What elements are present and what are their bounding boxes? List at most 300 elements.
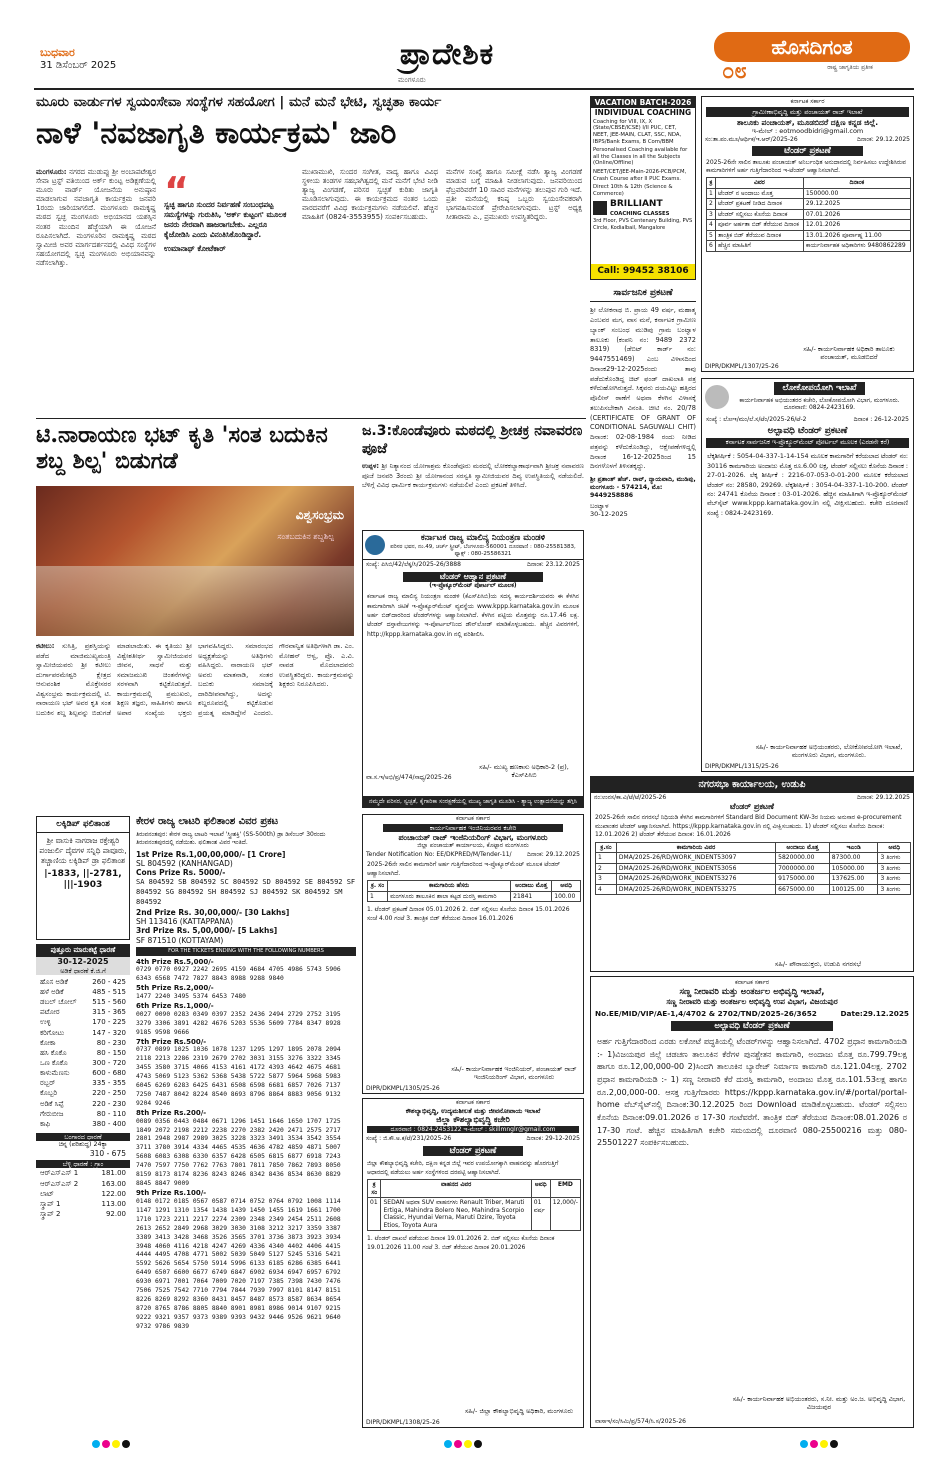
price-row	[36, 997, 130, 1007]
table-row	[707, 241, 911, 252]
skill-col: ವಾಹನದ ವಿವರ	[381, 1180, 531, 1198]
gold-title: ಬಂಗಾರದ ಧಾರಣೆ	[36, 1133, 130, 1141]
table-cell: SEDAN ಅಥವಾ SUV ವಾಹನಗಳು Renault Triber, Maruti Ertiga, Mahindra Bolero Neo, Mahindra Scorpio Classic, Hyundai Verna, Maruti Dzire, Toyota Etios, Toyota Aura	[381, 1198, 531, 1231]
price-value: 113.00	[101, 1199, 126, 1208]
coaching-brand: BRILLIANT	[610, 199, 663, 210]
lottery-title: ಕೇರಳ ರಾಜ್ಯ ಲಾಟರಿ ಫಲಿತಾಂಶ ವಿವರ ಪ್ರಕಟ	[136, 816, 279, 827]
book-headline: ಟಿ.ನಾರಾಯಣ ಭಟ್ ಕೃತಿ 'ಸಂತ ಬದುಕಿನ ಶಬ್ದ ಶಿಲ್ಪ' ಬಿಡುಗಡೆ	[36, 422, 328, 475]
lottery-prize3-no: SF 871510 (KOTTAYAM)	[136, 935, 224, 945]
kspcb-refrow	[363, 559, 583, 570]
udupi-col: ಕಾಮಗಾರಿಯ ವಿವರ	[616, 842, 775, 853]
table-row	[368, 1198, 581, 1231]
price-row	[36, 977, 130, 987]
coaching-lines: Coaching for VIII, IX, X (State/CBSE/ICSE) I/II PUC, CET, NEET, JEE-MAIN, CLAT, SSC, NDA, IBPS/Bank Exams, B Com/BBM	[593, 118, 682, 145]
pri-tender	[362, 814, 584, 1094]
udupi-refrow	[591, 793, 913, 803]
kspcb-slogan: ನಮ್ಮದೇ ಪರಿಸರ, ಸ್ವಚ್ಛತೆ, ಕೈಗಾರಿಕಾ ಸಂರಕ್ಷಣೆಯಲ್ಲಿ ಮುಖ್ಯ ಜಾಗೃತಿ ಮೂಡಿಸಿ - ತ್ಯಾಜ್ಯ ಉತ್ಪಾದನೆಯನ್ನು ತಗ್ಗಿಸಿ	[363, 796, 583, 808]
lead-quote-author: ಉಮಾನಾಥ್ ಕೋಟೆಕಾರ್	[164, 243, 226, 253]
price-value: 170 - 225	[92, 1018, 126, 1027]
skill-office: ಜಿಲ್ಲಾ ಕೌಶಲ್ಯಾಭಿವೃದ್ಧಿ ಕಚೇರಿ	[436, 1114, 510, 1124]
pwd-refrow	[702, 415, 913, 425]
lead-col-4: ಮನೆಗಳ ಸಂಖ್ಯೆ ಹಾಗೂ ಸಮೀಕ್ಷೆ ನಡೆಸಿ ತ್ಯಾಜ್ಯ ವಿಂಗಡಣೆ ಮಾಡುವ ಬಗ್ಗೆ ಮಾಹಿತಿ ನೀಡಲಾಗುವುದು. ಜನವರಿಯಿಂದ ಫೆಬ್ರವರಿವರೆಗೆ 10 ಸಾವಿರ ಮನೆಗಳನ್ನು ತಲುಪುವ ಗುರಿ ಇದೆ. ಪ್ರತೀ ಮನೆಯಲ್ಲಿ ಕನಿಷ್ಠ ಒಬ್ಬರು ಸ್ವಯಂಸೇವಕರಾಗಿ ಭಾಗವಹಿಸುವಂತೆ ಪ್ರೇರೇಪಿಸಲಾಗುವುದು. ಟ್ರಸ್ಟ್ ಅಧ್ಯಕ್ಷ ಸೀತಾರಾಮ ಎ., ಪ್ರಮುಖರು ಉಪಸ್ಥಿತರಿದ್ದರು.	[446, 168, 582, 222]
price-row	[36, 1189, 130, 1199]
price-name: ಹಳೆ ಅಡಿಕೆ	[40, 988, 64, 997]
pwd-title: ಅಲ್ಪಾವಧಿ ಟೆಂಡರ್ ಪ್ರಕಟಣೆ	[767, 426, 848, 437]
price-value: 80 - 150	[96, 1048, 126, 1057]
pwd-office: ಕಾರ್ಯನಿರ್ವಾಹಕ ಅಭಿಯಂತರರ ಕಚೇರಿ, ಲೋಕೋಪಯೋಗಿ ವಿಭಾಗ, ಮಂಗಳೂರು. ದೂರವಾಣಿ: 0824-2423169.	[739, 396, 900, 412]
price-value: 220 - 250	[92, 1089, 126, 1098]
lottery-prize2: 2nd Prize Rs. 30,00,000/- [30 Lakhs]	[136, 907, 290, 917]
notice-body: ಶ್ರೀ ಲೋಕನಾಥ ಬಿ. ಪ್ರಾಯ 49 ವರ್ಷ, ಮಹಾತ್ಮ ಎಂಬವರ ಮಗ, ವಾಸ ಮನೆ, ಕರ್ನಾಟಕ ಗ್ರಾಮೀಣ ಬ್ಯಾಂಕ್ ಸಂಬಂಧ ಮುಡಿಪು ಗ್ರಾಮ ಬಂಟ್ವಾಳ ತಾಲೂಕು (ಕಂಪನಿ ನಂ: 9489 2372 8319) (ಡೆಬಿಟ್ ಕಾರ್ಡ್ ನಂ: 9447551469) ಎಂಬ ವಿಳಾಸದಿಂದ ದಿನಾಂಕ29-12-2025ರಂದು ತಾವು ಪಡೆದುಕೊಂಡಿದ್ದ ಚಿಟ್ ಫಂಡ್ ದಾಖಲಾತಿ ಪತ್ರ ಕಳೆದುಹೋಗಿರುತ್ತದೆ. ಸಿಕ್ಕವರು ದಯವಿಟ್ಟು ಹತ್ತಿರದ ಪೊಲೀಸ್ ಠಾಣೆಗೆ ಅಥವಾ ಕೆಳಗಿನ ವಿಳಾಸಕ್ಕೆ ತಲುಪಿಸಬೇಕಾಗಿ ವಿನಂತಿ. ಚೀಟಿ ನಂ. 20/78 (CERTIFICATE OF GRANT OF CONDITIONAL SAGUWALI CHIT) ದಿನಾಂಕ: 02-08-1984 ರಂದು ನೀಡಿದ ಪತ್ರವನ್ನು ಕಳೆದುಕೊಂಡಿದ್ದು, ಆಕ್ಷೇಪಣೆಗಳಿದ್ದಲ್ಲಿ ದಿನಾಂಕ 16-12-2025ರಿಂದ 15 ದಿನಗಳೊಳಗೆ ತಿಳಿಸತಕ್ಕದ್ದು.	[590, 306, 696, 471]
lucky-title: ಲಕ್ಕಿಡಿಪ್ ಫಲಿತಾಂಶ	[37, 817, 129, 833]
lottery-p6-nos: 0027 0090 0283 0349 0397 2352 2436 2494 2729 2752 3195 3279 3306 3891 4282 4676 5203 5536 5609 7784 8347 8928 9185 9598 9666	[136, 1010, 341, 1036]
price-row	[36, 1058, 130, 1068]
table-cell: 6675000.00	[776, 884, 830, 895]
price-row	[36, 987, 130, 997]
table-cell: ಮಂಗಳೂರು ತಾಲೂಕಿನ ಶಾಲಾ ಕಟ್ಟಡ ದುರಸ್ತಿ ಕಾಮಗಾರಿ	[388, 891, 511, 902]
lottery-p8: 8th Prize Rs.200/-	[136, 1108, 207, 1117]
tender1-date: ದಿನಾಂಕ: 29.12.2025	[857, 136, 910, 144]
pwd-ref: ಸಂಖ್ಯೆ : ಲೋಇ/ಮಂ/ಲೆ.ಸ/ಟೆಂ/2025-26/ಟೆ-2	[706, 415, 807, 423]
price-value: 122.00	[101, 1189, 126, 1198]
skill-header: ಕರ್ನಾಟಕ ಸರ್ಕಾರ	[455, 1099, 491, 1106]
lead-story	[36, 94, 584, 414]
temple-story	[362, 422, 584, 528]
kspcb-logo-icon	[365, 535, 385, 555]
price-name: ರಬ್ಬರ್	[40, 1079, 56, 1088]
irr-refrow	[591, 1007, 913, 1020]
book-story	[36, 422, 354, 812]
table-row	[707, 230, 911, 241]
udupi-table	[595, 842, 911, 896]
table-row	[596, 853, 911, 864]
price-name: ಕೊಬ್ಬರಿ	[40, 1089, 58, 1098]
udupi-col: ಅವಧಿ	[878, 842, 911, 853]
lottery-p9-nos: 0148 0172 0185 0567 0587 0714 0752 0764 0792 1008 1114 1147 1291 1310 1354 1438 1439 1450 1455 1619 1661 1700 1710 1723 2211 2217 2274 2309 2348 2349 2454 2511 2608 2613 2652 2849 2968 3029 3030 3108 3212 3217 3359 3387 3389 3413 3428 3468 3526 3565 3701 3736 3873 3923 3934 3948 4060 4116 4218 4247 4269 4336 4340 4402 4406 4415 4444 4495 4708 4771 5002 5039 5049 5127 5245 5316 5421 5592 5626 5654 5750 5914 5996 6133 6185 6286 6385 6441 6449 6507 6600 6677 6749 6847 6902 6934 6947 6957 6792 6930 6971 7001 7064 7009 7020 7197 7385 7398 7430 7476 7506 7525 7542 7710 7794 7844 7939 7997 8101 8147 8151 8226 8269 8292 8360 8431 8457 8487 8573 8587 8634 8654 8720 8765 8786 8805 8840 8901 8981 8986 9014 9107 9215 9222 9321 9357 9373 9389 9393 9432 9446 9526 9621 9640 9732 9786 9839	[136, 1197, 341, 1330]
irr-title: ಅಲ್ಪಾವಧಿ ಟೆಂಡರ್ ಪ್ರಕಟಣೆ	[671, 1021, 833, 1032]
price-row	[36, 1088, 130, 1098]
price-name: ಡಬಲ್ ಚೋಲ್	[40, 998, 77, 1007]
photo-sub: ಸಂತಬದುಕಿನ ಶಬ್ದಶಿಲ್ಪ	[277, 532, 334, 541]
skill-intro: ಜಿಲ್ಲಾ ಕೌಶಲ್ಯಾಭಿವೃದ್ಧಿ ಕಚೇರಿ, ದಕ್ಷಿಣ ಕನ್ನಡ ಜಿಲ್ಲೆ ಇವರ ಉಪಯೋಗಕ್ಕಾಗಿ ವಾಹನವನ್ನು ಹೊರಗುತ್ತಿಗೆ ಆಧಾರದಲ್ಲಿ ಪಡೆಯಲು ಅರ್ಹ ಸಂಸ್ಥೆಗಳಿಂದ ದರಪಟ್ಟಿ ಆಹ್ವಾನಿಸಲಾಗಿದೆ.	[367, 1160, 559, 1176]
prices-title: ಪುತ್ತೂರು ಮಾರುಕಟ್ಟೆ ಧಾರಣೆ	[36, 944, 130, 957]
kspcb-header: ಕರ್ನಾಟಕ ರಾಜ್ಯ ಮಾಲಿನ್ಯ ನಿಯಂತ್ರಣ ಮಂಡಳಿ	[420, 533, 546, 543]
coaching-phone: Call: 99452 38106	[591, 264, 695, 279]
skill-col: ಕ್ರ ಸಂ	[368, 1180, 381, 1198]
quote-mark-icon: “	[164, 169, 189, 213]
pwd-header-row	[702, 379, 913, 415]
irr-sign: ಸಹಿ/- ಕಾರ್ಯನಿರ್ವಾಹಕ ಅಭಿಯಂತರರು, ಸ.ನೀ. ಮತ್ತು ಅಂ.ಜ. ಅಭಿವೃದ್ಧಿ ವಿಭಾಗ, ವಿಜಯಪುರ	[732, 1394, 906, 1411]
coaching-note-3: Direct 10th & 12th (Science & Commerce)	[593, 184, 673, 197]
udupi-date: ದಿನಾಂಕ: 29.12.2025	[857, 793, 910, 801]
lottery-p5: 5th Prize Rs.2,000/-	[136, 984, 214, 993]
coaching-address: 3rd Floor, PVS Centenary Building, PVS Circle, Kodialbail, Mangalore	[593, 218, 693, 231]
udupi-sign: ಸಹಿ/- ಪೌರಾಯುಕ್ತರು, ಉಡುಪಿ ನಗರಸಭೆ	[774, 959, 862, 968]
prices-sub: ಅಡಿಕೆ ಧಾರಣೆ ಕೆ.ಜಿ.ಗೆ	[36, 967, 130, 975]
table-row	[368, 891, 581, 902]
coaching-title: VACATION BATCH-2026	[591, 97, 695, 108]
pri-col: ಅವಧಿ	[552, 881, 581, 892]
table-cell: DMA/2025-26/RD/WORK_INDENT53275	[616, 884, 775, 895]
temple-headline: ಜ.3:ಕೊಂಡೆವೂರು ಮಠದಲ್ಲಿ ಶ್ರೀಚಕ್ರ ನವಾವರಣ ಪೂಜೆ	[362, 423, 583, 458]
skill-date: ದಿನಾಂಕ: 29-12-2025	[526, 1135, 580, 1143]
reg-mark-icon	[820, 1440, 828, 1448]
price-row	[36, 1028, 130, 1038]
skill-ref: ಸಂಖ್ಯೆ : ಜಿ.ಕೌ.ಅ.ಕ/ಟೆ/231/2025-26	[366, 1135, 452, 1143]
kspcb-head-row	[363, 531, 583, 559]
tender1-sign: ಸಹಿ/- ಕಾರ್ಯನಿರ್ವಾಹಕ ಅಧಿಕಾರಿ ತಾಲೂಕು ಪಂಚಾಯತ್, ಮೂಡಬಿದರೆ	[803, 344, 895, 361]
skill-dates: 1. ಟೆಂಡರ್ ದಾಖಲೆ ಪಡೆಯುವ ದಿನಾಂಕ 19.01.2026 2. ಬಿಡ್ ಸಲ್ಲಿಸಲು ಕೊನೆಯ ದಿನಾಂಕ 19.01.2026 11.00 ಗಂಟೆ 3. ಬಿಡ್ ತೆರೆಯುವ ದಿನಾಂಕ 20.01.2026	[367, 1235, 555, 1252]
reg-mark-icon	[800, 1440, 808, 1448]
price-row	[36, 1119, 130, 1129]
kspcb-title: ಟೆಂಡರ್ ಆಹ್ವಾನ ಪ್ರಕಟಣೆ	[403, 572, 543, 582]
udupi-col: ಇಎಂಡಿ	[829, 842, 878, 853]
table-cell: DMA/2025-26/RD/WORK_INDENT53097	[616, 853, 775, 864]
price-value: 300 - 720	[92, 1059, 126, 1067]
reg-mark-icon	[122, 1440, 130, 1448]
lottery-p9: 9th Prize Rs.100/-	[136, 1189, 207, 1198]
book-body-text: ಸುಸಿತ್ರಿ, ಪ್ರಶಸ್ತಿಯನ್ನು ಪಡೆದ ಮಾಜಿಮುಖ್ಯಮಂತ್ರಿ ಸ್ವಾಮೀಜಿಯವರು ಶ್ರೀ ಕಟೀಲು ದುರ್ಗಾಪರಮೇಶ್ವರಿ ಕ್ಷೇತ್ರದ ಆನುವಂಶಿಕ ಮೊಕ್ತೇಸರರ ವಿಶ್ವಸಂಭ್ರಮ ಕಾರ್ಯಕ್ರಮದಲ್ಲಿ ಟಿ. ನಾರಾಯಣ ಭಟ್ ಅವರ ಕೃತಿ ಸಂತ ಬದುಕಿನ ಶಬ್ದ ಶಿಲ್ಪವನ್ನು ಬಿಡುಗಡೆ ಮಾಡಲಾಯಿತು. ಈ ಕೃತಿಯು ಶ್ರೀ ವಿಶ್ವೇಶತೀರ್ಥ ಸ್ವಾಮೀಜಿಯವರ ಜೀವನ, ಸಾಧನೆ ಮತ್ತು ಸಮಾಜಮುಖಿ ಚಿಂತನೆಗಳನ್ನು ಸರಳವಾಗಿ ಕಟ್ಟಿಕೊಡುತ್ತದೆ. ಕಾರ್ಯಕ್ರಮದಲ್ಲಿ ಪ್ರಮುಖರು, ಶಿಕ್ಷಣ ತಜ್ಞರು, ಸಾಹಿತಿಗಳು ಹಾಗೂ ಅಪಾರ ಸಂಖ್ಯೆಯ ಭಕ್ತರು ಭಾಗವಹಿಸಿದ್ದರು. ಸಮಾರಂಭದ ಅಧ್ಯಕ್ಷತೆಯನ್ನು ಅತಿಥಿಗಳು ವಹಿಸಿದ್ದರು. ನಾರಾಯಣ ಭಟ್ ಅವರು ಮಾತನಾಡಿ, ಸಂತರ ಬದುಕು ಸಮಾಜಕ್ಕೆ ದಾರಿದೀಪವಾಗಿದ್ದು, ಅದನ್ನು ಶಬ್ದರೂಪದಲ್ಲಿ ಕಟ್ಟಿಕೊಡುವ ಪ್ರಯತ್ನ ಮಾಡಿದ್ದೇನೆ ಎಂದರು. ಗೌರವಾನ್ವಿತ ಅತಿಥಿಗಳಾಗಿ ಡಾ. ಎಂ. ಮೋಹನ್ ಆಳ್ವ, ಪ್ರೊ. ಎ.ವಿ. ನಾವಡ ಮೊದಲಾದವರು ಉಪಸ್ಥಿತರಿದ್ದರು. ಕಾರ್ಯಕ್ರಮವನ್ನು ಶಿಕ್ಷಕರು ನಿರೂಪಿಸಿದರು.	[36, 642, 354, 717]
reg-mark-icon	[444, 1440, 452, 1448]
reg-mark-icon	[102, 1440, 110, 1448]
table-cell: ಟೆಂಡರ್ ಸಲ್ಲಿಸಲು ಕೊನೆಯ ದಿನಾಂಕ	[716, 209, 804, 220]
table-row	[596, 863, 911, 874]
table-cell: 21841	[511, 891, 552, 902]
table-cell: 150000.00	[803, 188, 910, 199]
irr-date: Date:29.12.2025	[840, 1008, 909, 1018]
registration-marks	[0, 1436, 945, 1456]
irr-code: ವಾಸಾಇ/ಸಂ/ಸಿಮಿ/ಪ್ರ/574/ಸಿ.ಸ/2025-26	[595, 1417, 686, 1425]
price-value: 335 - 355	[92, 1079, 126, 1088]
brand-name: ಹೊಸದಿಗಂತ	[771, 34, 853, 59]
coaching-subtitle: INDIVIDUAL COACHING	[594, 108, 692, 118]
tender1-code: DIPR/DKMPL/1307/25-26	[705, 362, 779, 370]
skill-table	[367, 1179, 581, 1231]
table-cell: 5	[707, 230, 716, 241]
skill-col: EMD	[550, 1180, 580, 1198]
reg-mark-icon	[92, 1440, 100, 1448]
table-cell: 3 ತಿಂಗಳು	[878, 853, 911, 864]
pri-intro: 2025-26ನೇ ಸಾಲಿನ ಕಾಮಗಾರಿಗೆ ಅರ್ಹ ಗುತ್ತಿಗೆದಾರರಿಂದ ಇ-ಪ್ರೊಕ್ಯೂರ್‌ಮೆಂಟ್ ಮೂಲಕ ಟೆಂಡರ್ ಆಹ್ವಾನಿಸಲಾಗಿದೆ.	[367, 861, 561, 877]
table-cell: 1	[368, 891, 388, 902]
price-value: 315 - 365	[92, 1008, 126, 1017]
pwd-sub: ಕರ್ನಾಟಕ ಸಾರ್ವಜನಿಕ ಇ-ಪ್ರೊಕ್ಯೂರ್‌ಮೆಂಟ್ ಪೋರ್ಟಲ್ ಮೂಲಕ (ಎರಡನೇ ಕರೆ)	[706, 438, 909, 448]
price-value: 515 - 560	[92, 998, 126, 1007]
notice-date: 30-12-2025	[590, 510, 628, 519]
table-cell: 6	[707, 241, 716, 252]
udupi-ref: ನಂ:ಉನಸ/ಕಾ.ವಿ/ಟೆ/ಟೆ/2025-26	[594, 793, 667, 801]
notice-title: ಸಾರ್ವಜನಿಕ ಪ್ರಕಟಣೆ	[590, 288, 696, 302]
price-row	[36, 1078, 130, 1088]
pwd-sign: ಸಹಿ/- ಕಾರ್ಯನಿರ್ವಾಹಕ ಅಭಿಯಂತರರು, ಲೋಕೋಪಯೋಗಿ ಇಲಾಖೆ, ಮಂಗಳೂರು ವಿಭಾಗ, ಮಂಗಳೂರು.	[755, 742, 903, 759]
table-cell: 137625.00	[829, 874, 878, 885]
lead-quote: ಸ್ವಚ್ಛ ಹಾಗೂ ಸುಂದರ ನಿರ್ವಹಣೆ ಸಂಬಂಧಪಟ್ಟ ಸಮಸ್ಯೆಗಳನ್ನು ಗುರುತಿಸಿ, 'ಅರ್ಕ್ ಕುಟ್ಟಂಗ' ಮೂಲಕ ಜನರು ನೇರವಾಗಿ ಹಾಜರಾಗಬೇಕು. ಎಲ್ಲರೂ ಕೈಜೋಡಿಸಿ ಎಂದು ವಿನಂತಿಸಿಕೊಂಡಿದ್ದಾರೆ.	[164, 200, 287, 239]
table-cell: 105000.00	[829, 863, 878, 874]
price-value: 380 - 400	[92, 1119, 126, 1128]
table-cell: 01 ವರ್ಷ	[531, 1198, 550, 1231]
price-name: ಕಾಳುಮೆಣಸು	[40, 1069, 70, 1078]
pwd-dept: ಲೋಕೋಪಯೋಗಿ ಇಲಾಖೆ	[774, 382, 864, 395]
price-value: 92.00	[105, 1210, 126, 1219]
coaching-brand-row	[591, 198, 695, 218]
lead-dateline: ಮಂಗಳೂರು:	[36, 168, 67, 176]
lottery-p4: 4th Prize Rs.5,000/-	[136, 957, 214, 966]
silver-title: ಬೆಳ್ಳಿ ಧಾರಣೆ : ಗ್ರಾಂ	[36, 1160, 130, 1168]
table-row	[707, 209, 911, 220]
divider	[36, 418, 586, 419]
prices-date: 30-12-2025	[36, 957, 130, 967]
pri-refrow	[363, 850, 583, 860]
table-cell: 2	[596, 863, 617, 874]
irr-header: ಕರ್ನಾಟಕ ಸರ್ಕಾರ	[734, 979, 770, 986]
lottery-prize3: 3rd Prize Rs. 5,00,000/- [5 Lakhs]	[136, 926, 278, 936]
masthead-date-block	[40, 46, 200, 86]
lottery-prize1-no: SL 804592 (KANHANGAD)	[136, 859, 233, 869]
table-cell: ಟೆಂಡರ್ ನ ಅಂದಾಜು ಮೊತ್ತ	[716, 188, 804, 199]
table-cell: ಟೆಂಡರ್ ಪ್ರಕಟಣೆ ನೀಡಿದ ದಿನಾಂಕ	[716, 199, 804, 210]
tender-moodbidri	[701, 96, 914, 372]
udupi-sub: ಟೆಂಡರ್ ಪ್ರಕಟಣೆ	[730, 802, 774, 812]
table-cell: 12,000/-	[550, 1198, 580, 1231]
price-name: ಆರ್‌ಎಸ್ಎಸ್ 2	[40, 1179, 79, 1188]
price-name: ಕೋಕಾ	[40, 1038, 56, 1047]
kspcb-address: ಪರಿಸರ ಭವನ, ನಂ.49, ಚರ್ಚ್ ಸ್ಟ್ರೀಟ್, ಬೆಂಗಳೂರು-560001 ದೂರವಾಣಿ : 080-25581383, ಫ್ಯಾಕ್ಸ್ : 080-25586321	[390, 543, 576, 557]
table-cell: 13.01.2026 ಪೂರ್ವಾಹ್ನ 11.00	[803, 230, 910, 241]
table-cell: 1	[596, 853, 617, 864]
tender1-dept: ಗ್ರಾಮೀಣಾಭಿವೃದ್ಧಿ ಮತ್ತು ಪಂಚಾಯತ್ ರಾಜ್ ಇಲಾಖೆ	[706, 107, 909, 117]
table-row	[596, 884, 911, 895]
price-row	[36, 1038, 130, 1048]
pri-date: ದಿನಾಂಕ: 29.12.2025	[527, 850, 580, 858]
table-cell: 5820000.00	[776, 853, 830, 864]
section-title: ಪ್ರಾದೇಶಿಕ	[399, 37, 495, 72]
lottery-banner: FOR THE TICKETS ENDING WITH THE FOLLOWING NUMBERS	[136, 947, 356, 956]
table-cell: ಪೂರ್ವ ಅರ್ಹತಾ ಬಿಡ್ ತೆರೆಯುವ ದಿನಾಂಕ	[716, 220, 804, 231]
table-cell: DMA/2025-26/RD/WORK_INDENT53276	[616, 874, 775, 885]
table-cell: 3	[596, 874, 617, 885]
price-name: ಸ್ಕ್ರಾಪ್ 2	[40, 1210, 61, 1219]
tender1-col: ಕ್ರ	[707, 178, 716, 189]
price-value: 163.00	[101, 1179, 126, 1188]
price-name: ಕಾಫಿ	[40, 1119, 51, 1128]
photo-people	[36, 566, 354, 636]
price-name: ಅಡಿಕೆ ಸಿಪ್ಪೆ	[40, 1099, 64, 1108]
table-cell: DMA/2025-26/RD/WORK_INDENT53056	[616, 863, 775, 874]
price-row	[36, 1068, 130, 1078]
kspcb-ref: ಸಂಖ್ಯೆ: ಪಿಸಿಬಿ/42/ಲೆಕ್ಕ/ಸಿ/2025-26/3888	[366, 561, 461, 569]
reg-mark-icon	[464, 1440, 472, 1448]
tender1-refrow	[702, 135, 913, 145]
lucky-numbers: |-1833, ||-2781, |||-1903	[44, 868, 122, 890]
temple-body	[362, 462, 584, 490]
prices-list	[36, 977, 130, 1129]
price-value: 80 - 110	[96, 1109, 126, 1118]
pwd-code: DIPR/DKMPL/1315/25-26	[705, 762, 779, 770]
market-prices	[36, 944, 130, 1440]
udupi-intro: 2025-26ನೇ ಸಾಲಿನ ನಗರಸಭೆ ನಿಧಿಯಡಿ ಕೆಳಗಿನ ಕಾಮಗಾರಿಗಳಿಗೆ Standard Bid Document KW-3ರ ನಿಯಮ ಅನುಸಾರ e-procurement ಮುಖಾಂತರ ಟೆಂಡರ್ ಆಹ್ವಾನಿಸಲಾಗಿದೆ. https://kppp.karnataka.gov.in ನಲ್ಲಿ ವೀಕ್ಷಿಸಬಹುದು. 1) ಟೆಂಡರ್ ಸಲ್ಲಿಸಲು ಕೊನೆಯ ದಿನಾಂಕ: 12.01.2026 2) ಟೆಂಡರ್ ತೆರೆಯುವ ದಿನಾಂಕ: 16.01.2026	[595, 814, 902, 839]
lottery-p4-nos: 0729 0770 0927 2242 2695 4159 4684 4705 4986 5743 5906 6343 6568 7472 7827 8843 8988 9288 9840	[136, 966, 341, 983]
table-cell: 29.12.2025	[803, 199, 910, 210]
table-cell: ಕಾರ್ಯನಿರ್ವಾಹಕ ಅಧಿಕಾರಿಗಳು 9480862289	[803, 241, 910, 252]
page-number: ೦೮	[722, 59, 747, 84]
public-notice	[590, 288, 696, 688]
price-row	[36, 1209, 130, 1219]
price-name: ಆರ್‌ಎಸ್ಎಸ್ 1	[40, 1169, 79, 1178]
book-event-photo	[36, 486, 354, 636]
kspcb-date: ದಿನಾಂಕ: 23.12.2025	[527, 561, 580, 569]
table-cell: 3 ತಿಂಗಳು	[878, 884, 911, 895]
pri-code: DIPR/DKMPL/1305/25-26	[366, 1084, 440, 1092]
lottery-p6: 6th Prize Rs.1,000/-	[136, 1001, 214, 1010]
skill-col: ಅವಧಿ	[531, 1180, 550, 1198]
kspcb-tender	[362, 530, 584, 808]
govt-emblem-icon	[705, 385, 729, 409]
table-cell: 100.00	[552, 891, 581, 902]
gold-value: 310 - 675	[89, 1148, 126, 1158]
pri-ref: Tender Notification No: EE/DKPRED/M/Tender-11/	[366, 850, 512, 858]
price-row	[36, 1168, 130, 1178]
pri-table	[367, 880, 581, 902]
pri-col: ಕಾಮಗಾರಿಯ ಹೆಸರು	[388, 881, 511, 892]
price-name: ಕರಿಗೋಟು	[40, 1028, 65, 1037]
table-cell: 9175000.00	[776, 874, 830, 885]
lottery-cons: Cons Prize Rs. 5000/-	[136, 868, 226, 878]
masthead-city: ಮಂಗಳೂರು	[398, 76, 426, 84]
pri-office: ಕಾರ್ಯನಿರ್ವಾಹಕ ಇಂಜಿನಿಯರವರ ಕಚೇರಿ	[383, 824, 563, 832]
lucky-body: ಶ್ರೀ ವಾಸುಕಿ ನಾಗರಾಜ ರಕ್ತೇಶ್ವರಿ ಪಂಜುರ್ಲಿ ದೈವಗಳ ಸನ್ನಿಧಿ ಪಾವೂರು, ತಚ್ಚಾಣಿಯ ಲಕ್ಕಿಡಿಪ್ ಡ್ರಾ ಫಲಿತಾಂಶ	[39, 835, 127, 865]
tender1-header: ಕರ್ನಾಟಕ ಸರ್ಕಾರ	[790, 98, 825, 105]
price-row	[36, 1048, 130, 1058]
lottery-cons-nos: SA 804592 SB 804592 SC 804592 SD 804592 SE 804592 SF 804592 SG 804592 SH 804592 SJ 804592 SK 804592 SM 804592	[136, 877, 356, 906]
table-cell: 3 ತಿಂಗಳು	[878, 874, 911, 885]
table-row	[596, 874, 911, 885]
table-cell: 01	[368, 1198, 381, 1231]
table-cell: 4	[707, 220, 716, 231]
coaching-ad	[590, 96, 696, 280]
irr-dept: ಸಣ್ಣ ನೀರಾವರಿ ಮತ್ತು ಅಂತರ್ಜಲ ಅಭಿವೃದ್ಧಿ ಇಲಾಖೆ,	[679, 986, 825, 997]
temple-body-text: ಶ್ರೀ ನಿತ್ಯಾನಂದ ಯೋಗಾಶ್ರಮ ಕೊಂಡೆವೂರು ಮಠದಲ್ಲಿ ಲೋಕಕಲ್ಯಾಣಾರ್ಥವಾಗಿ ಶ್ರೀಚಕ್ರ ನವಾವರಣ ಪೂಜೆ ಜನವರಿ 3ರಂದು ಶ್ರೀ ಯೋಗಾನಂದ ಸರಸ್ವತಿ ಸ್ವಾಮೀಜಿಯವರ ದಿವ್ಯ ಉಪಸ್ಥಿತಿಯಲ್ಲಿ ನಡೆಯಲಿದೆ. ಬೆಳಿಗ್ಗೆ ವಿವಿಧ ಧಾರ್ಮಿಕ ಕಾರ್ಯಕ್ರಮಗಳು ನಡೆಯಲಿವೆ ಎಂದು ಪ್ರಕಟಣೆ ತಿಳಿಸಿದೆ.	[362, 462, 584, 489]
lottery-p8-nos: 0089 0356 0443 0484 0671 1296 1451 1646 1650 1707 1725 1849 2072 2198 2212 2238 2270 2382 2420 2471 2575 2717 2801 2948 2987 2989 3025 3228 3323 3491 3534 3542 3554 3711 3780 3914 4334 4465 4535 4636 4782 4859 4871 5007 5608 6083 6308 6330 6357 6428 6505 6815 6877 6918 7243 7470 7597 7750 7762 7763 7801 7811 7850 7862 7893 8050 8159 8173 8174 8236 8243 8246 8342 8436 8534 8630 8829 8845 8847 9009	[136, 1117, 341, 1188]
price-name: ಹಸಿ ಕೊಕೊ	[40, 1048, 67, 1057]
lead-col-3: ಮುಖಾಮುಖಿ, ಸುಂದರ ಸಂಗೀತ, ವಾದ್ಯ ಹಾಗೂ ವಿವಿಧ ಸ್ಥಳೀಯ ತಂಡಗಳ ಸಹಭಾಗಿತ್ವದಲ್ಲಿ ಮನೆ ಮನೆಗೆ ಭೇಟಿ ನೀಡಿ ತ್ಯಾಜ್ಯ ವಿಂಗಡಣೆ, ಪರಿಸರ ಸ್ವಚ್ಛತೆ ಕುರಿತು ಜಾಗೃತಿ ಮೂಡಿಸಲಾಗುವುದು. ಈ ಕಾರ್ಯಕ್ರಮದ ನಂತರ ಒಂದು ವಾರದವರೆಗೆ ವಿವಿಧ ಕಾರ್ಯಕ್ರಮಗಳು ನಡೆಯಲಿವೆ. ಹೆಚ್ಚಿನ ಮಾಹಿತಿಗೆ (0824-3553955) ಸಂಪರ್ಕಿಸಬಹುದು.	[302, 168, 438, 222]
price-name: ಸ್ಕ್ರಾಪ್ 1	[40, 1199, 61, 1208]
tender1-email: ಇ-ಮೇಲ್ : eotmoodbidri@gmail.com	[751, 127, 864, 135]
table-row	[707, 188, 911, 199]
lead-quote-box	[164, 168, 294, 384]
tender1-table	[706, 177, 911, 252]
table-cell: 12.01.2026	[803, 220, 910, 231]
reg-mark-icon	[112, 1440, 120, 1448]
kspcb-code: ವಾ.ಸ.ಇ/ಅಭಿ/ಪ್ರ/474/ಸಾಧ್ಯ/2025-26	[366, 773, 452, 781]
pwd-date: ದಿನಾಂಕ : 26-12-2025	[853, 415, 909, 423]
table-cell: 7000000.00	[776, 863, 830, 874]
table-cell: 2	[707, 199, 716, 210]
coaching-note: Personalised Coaching available for all the Classes in all the Subjects (Online/Offline)	[593, 147, 688, 167]
coaching-note-2: NEET/CET/JEE-Main-2026-PCB/PCM, Crash Course after II PUC Exams.	[593, 169, 687, 182]
table-cell: 87300.00	[829, 853, 878, 864]
udupi-title: ನಗರಸಭಾ ಕಾರ್ಯಾಲಯ, ಉಡುಪಿ	[591, 777, 913, 793]
udupi-tender	[590, 776, 914, 972]
table-cell: 4	[596, 884, 617, 895]
notice-place: ಬಂಟ್ವಾಳ	[590, 502, 609, 511]
pri-dept: ಪಂಚಾಯತ್ ರಾಜ್ ಇಂಜಿನಿಯರಿಂಗ್ ವಿಭಾಗ, ಮಂಗಳೂರು	[398, 832, 548, 842]
lottery-prize1: 1st Prize Rs.1,00,00,000/- [1 Crore]	[136, 849, 286, 859]
skill-sign: ಸಹಿ/- ಜಿಲ್ಲಾ ಕೌಶಲ್ಯಾಭಿವೃದ್ಧಿ ಅಧಿಕಾರಿ, ಮಂಗಳೂರು	[464, 1406, 574, 1415]
table-cell: ತಾಂತ್ರಿಕ ಬಿಡ್ ತೆರೆಯುವ ದಿನಾಂಕ	[716, 230, 804, 241]
udupi-col: ಅಂದಾಜು ಮೊತ್ತ	[776, 842, 830, 853]
masthead-rule	[34, 88, 914, 90]
price-row	[36, 1179, 130, 1189]
skill-refrow	[363, 1134, 583, 1144]
lucky-dip	[36, 816, 130, 940]
coaching-brand-2: COACHING CLASSES	[610, 210, 670, 217]
skill-title: ಟೆಂಡರ್ ಪ್ರಕಟಣೆ	[423, 1146, 523, 1157]
pri-place: ಜಿಲ್ಲಾ ಪಂಚಾಯತ್ ಕಾರ್ಯಾಲಯ, ಕೊಟ್ಟಾರ ಮಂಗಳೂರು	[417, 842, 529, 850]
lottery-p7: 7th Prize Rs.500/-	[136, 1037, 207, 1046]
pri-sign: ಸಹಿ/- ಕಾರ್ಯನಿರ್ವಾಹಕ ಇಂಜಿನಿಯರ್, ಪಂಚಾಯತ್ ರಾಜ್ ಇಂಜಿನಿಯರಿಂಗ್ ವಿಭಾಗ, ಮಂಗಳೂರು	[451, 1064, 577, 1081]
lottery-prize2-no: SH 113416 (KATTAPPANA)	[136, 917, 234, 926]
reg-mark-icon	[474, 1440, 482, 1448]
price-value: 80 - 230	[96, 1038, 126, 1047]
book-dateline: ಕಟೀಲು:	[36, 642, 55, 650]
skill-code: DIPR/DKMPL/1308/25-26	[366, 1418, 440, 1426]
pri-dates: 1. ಟೆಂಡರ್ ಪ್ರಕಟಣೆ ದಿನಾಂಕ 05.01.2026 2. ಬಿಡ್ ಸಲ್ಲಿಸಲು ಕೊನೆಯ ದಿನಾಂಕ 15.01.2026 ಸಂಜೆ 4.00 ಗಂಟೆ 3. ತಾಂತ್ರಿಕ ಬಿಡ್ ತೆರೆಯುವ ದಿನಾಂಕ 16.01.2026	[367, 906, 570, 923]
lead-col-1-text: ನಗರದ ಮುಡುಪ್ಪು ಶ್ರೀ ಅಂಬಾಪಟೇಶ್ವರ ಸೇವಾ ಟ್ರಸ್ಟ್ ವತಿಯಿಂದ ಅರ್ಕ್ ಕುಂಟ್ಪ ಅಡಿಕ್ಷಣೆಯಲ್ಲಿ ಮೂರು ವಾರ್ಡ್ ಯೋಜನೆಯ ಅನುಷ್ಠಾನ ಮಾಡಲಾಗುವ ನವಜಾಗೃತಿ ಕಾರ್ಯಕ್ರಮ ಜನವರಿ 1ರಂದು ಜಾರಿಯಾಗಲಿದೆ. ಮಂಗಳೂರು ರಾಮಕೃಷ್ಣ ಮಠದ ಸ್ವಚ್ಛ ಮಂಗಳೂರು ಅಭಿಯಾನದ ಯಶಸ್ಸಿನ ನಂತರ ಮುಂದಿನ ಹೆಜ್ಜೆಯಾಗಿ ಈ ಯೋಜನೆ ರೂಪಿಸಲಾಗಿದೆ. ಮಂಗಳೂರಿನ ರಾಮಕೃಷ್ಣ ಮಠದ ಸ್ವಾಮೀಜಿ ಅವರ ಮಾರ್ಗದರ್ಶನದಲ್ಲಿ ವಿವಿಧ ಸಂಸ್ಥೆಗಳ ಸಹಯೋಗದಲ್ಲಿ ಸ್ವಚ್ಛ ಮಂಗಳೂರು ಅಭಿಯಾನವನ್ನು ನಡೆಸಲಾಗಿತ್ತು.	[36, 168, 157, 267]
price-row	[36, 1199, 130, 1209]
table-cell: ಹೆಚ್ಚಿನ ಮಾಹಿತಿಗೆ	[716, 241, 804, 252]
silver-list	[36, 1168, 130, 1219]
pwd-body: ಲೆಕ್ಕಶೀರ್ಷಿಕೆ : 5054-04-337-1-14-154 ಮೂಲಕ ಕಾಮಗಾರಿಗೆ ಕರೆಯಲಾದ ಟೆಂಡರ್ ನಂ: 30116 ಕಾಮಗಾರಿಯ ಅಂದಾಜು ಮೊತ್ತ ರೂ.6.00 ಲಕ್ಷ, ಟೆಂಡರ್ ಸಲ್ಲಿಸಲು ಕೊನೆಯ ದಿನಾಂಕ : 27-01-2026. ಲೆಕ್ಕ ಶೀರ್ಷಿಕೆ : 2216-07-053-0-01-200 ಮೂಲಕ ಕರೆಯಲಾದ ಟೆಂಡರ್ ನಂ: 28580, 29269. ಲೆಕ್ಕಶೀರ್ಷಿಕೆ : 3054-04-337-1-10-200. ಟೆಂಡರ್ ನಂ: 24741 ಕೊನೆಯ ದಿನಾಂಕ : 03-01-2026. ಹೆಚ್ಚಿನ ಮಾಹಿತಿಗಾಗಿ ಇ-ಪ್ರೊಕ್ಯೂರ್‌ಮೆಂಟ್ ವೆಬ್‌ಸೈಟ್ www.kppp.karnataka.gov.in ನಲ್ಲಿ ವೀಕ್ಷಿಸಬಹುದು. ಕಚೇರಿ ದೂರವಾಣಿ ಸಂಖ್ಯೆ : 0824-2423169.	[707, 453, 908, 517]
price-value: 181.00	[101, 1169, 126, 1178]
irr-office: ಸಣ್ಣ ನೀರಾವರಿ ಮತ್ತು ಅಂತರ್ಜಲ ಅಭಿವೃದ್ಧಿ ಉಪ ವಿಭಾಗ, ವಿಜಯಪುರ	[666, 997, 838, 1007]
table-cell: 1	[707, 188, 716, 199]
price-name: ಉಳ್ಳಿ	[40, 1018, 51, 1027]
skill-address: ದೂರವಾಣಿ : 0824-2453122 ಇ-ಮೇಲ್ : skillmnglr@gmail.com	[367, 1126, 579, 1134]
masthead	[0, 0, 945, 88]
price-name: ಒಣ ಕೊಕೊ	[40, 1059, 68, 1067]
irrigation-tender	[590, 976, 914, 1428]
price-row	[36, 1109, 130, 1119]
irr-ref: No.EE/MID/VIP/AE-1,4/4702 & 2702/TND/2025-26/3652	[595, 1008, 817, 1018]
price-name: ಹೊಸ ಅಡಿಕೆ	[40, 977, 68, 986]
tender1-office: ತಾಲೂಕು ಪಂಚಾಯತ್, ಮೂಡಬಿದರೆ ದಕ್ಷಿಣ ಕನ್ನಡ ಜಿಲ್ಲೆ.	[736, 117, 879, 127]
masthead-date: 31 ಡಿಸೆಂಬರ್ 2025	[40, 59, 117, 71]
price-name: ಗೇರುಬೀಜ	[40, 1109, 64, 1118]
price-row	[36, 1099, 130, 1109]
pwd-tender	[701, 378, 914, 772]
price-name: ಲಾಟ್	[40, 1189, 54, 1198]
price-value: 260 - 425	[92, 977, 126, 986]
table-cell: 3 ತಿಂಗಳು	[878, 863, 911, 874]
kspcb-sub: (ಇ-ಪ್ರೊಕ್ಯೂರ್‌ಮೆಂಟ್ ಪೋರ್ಟಲ್ ಮೂಲಕ)	[429, 581, 517, 589]
udupi-col: ಕ್ರ.ಸಂ	[596, 842, 617, 853]
irr-body: ಅರ್ಹ ಗುತ್ತಿಗೆದಾರರಿಂದ ಎರಡು ಲಕೋಟೆ ಪದ್ಧತಿಯಲ್ಲಿ ಟೆಂಡರ್‌ಗಳನ್ನು ಆಹ್ವಾನಿಸಲಾಗಿದೆ. 4702 ಪ್ರಧಾನ ಕಾಮಗಾರಿಯಡಿ :- 1)ವಿಜಯಪುರ ಜಿಲ್ಲೆ ಚಡಚಣ ತಾಲೂಕಿನ ಕೆರೆಗಳ ಪುನಶ್ಚೇತನ ಕಾಮಗಾರಿ, ಅಂದಾಜು ಮೊತ್ತ ರೂ.799.79ಲಕ್ಷ ಹಾಗೂ ರೂ.12,00,000-00 2)ಸಿಂದಗಿ ತಾಲೂಕಿನ ಬ್ಯಾರೇಜ್ ನಿರ್ಮಾಣ ಕಾಮಗಾರಿ ರೂ.121.04ಲಕ್ಷ. 2702 ಪ್ರಧಾನ ಕಾಮಗಾರಿಯಡಿ :- 1) ಸಣ್ಣ ನೀರಾವರಿ ಕೆರೆ ದುರಸ್ತಿ ಕಾಮಗಾರಿ, ಅಂದಾಜು ಮೊತ್ತ ರೂ.101.53ಲಕ್ಷ ಹಾಗೂ ರೂ.2,00,000-00. ಆಸಕ್ತ ಗುತ್ತಿಗೆದಾರರು https://kppp.karnataka.gov.in/#/portal/portal-home ವೆಬ್‌ಸೈಟ್‌ನಲ್ಲಿ ದಿನಾಂಕ:30.12.2025 ರಿಂದ Download ಮಾಡಿಕೊಳ್ಳಬಹುದು. ಟೆಂಡರ್ ಸಲ್ಲಿಸಲು ಕೊನೆಯ ದಿನಾಂಕ:09.01.2026 ರ 17-30 ಗಂಟೆವರೆಗೆ. ತಾಂತ್ರಿಕ ಬಿಡ್ ತೆರೆಯುವ ದಿನಾಂಕ:08.01.2026 ರ 17-30 ಗಂಟೆ. ಹೆಚ್ಚಿನ ಮಾಹಿತಿಗಾಗಿ ಕಚೇರಿ ಸಮಯದಲ್ಲಿ ದೂರವಾಣಿ 080-25500216 ಮತ್ತು 080-25501227 ಸಂಪರ್ಕಿಸಬಹುದು.	[597, 1037, 907, 1148]
skill-tender	[362, 1098, 584, 1428]
tender1-title: ಟೆಂಡರ್ ಪ್ರಕಟಣೆ	[752, 146, 863, 157]
kerala-lottery	[136, 816, 356, 1440]
reg-mark-icon	[830, 1440, 838, 1448]
book-body	[36, 642, 354, 812]
tender1-col: ವಿವರ	[716, 178, 804, 189]
price-name: ಪಟೋರ	[40, 1008, 60, 1017]
table-cell: 100125.00	[829, 884, 878, 895]
price-value: 220 - 230	[92, 1099, 126, 1108]
kspcb-body: ಕರ್ನಾಟಕ ರಾಜ್ಯ ಮಾಲಿನ್ಯ ನಿಯಂತ್ರಣ ಮಂಡಳಿ (ಕೆಎಸ್‌ಪಿಸಿಬಿ)ಯ ಸದಸ್ಯ ಕಾರ್ಯದರ್ಶಿಯವರು ಈ ಕೆಳಗಿನ ಕಾಮಗಾರಿಗಾಗಿ ಚಿಟಿಕೆ ಇ-ಪ್ರೊಕ್ಯೂರ್‌ಮೆಂಟ್ ವ್ಯವಸ್ಥೆಯ www.kppp.karnataka.gov.in ಮೂಲಕ ಅರ್ಹ ಬಿಡ್‌ದಾರರಿಂದ ಟೆಂಡರ್‌ಗಳನ್ನು ಆಹ್ವಾನಿಸಲಾಗಿದೆ. ಕೆಳಗಿನ ಪಟ್ಟಿಯ ಮೊತ್ತವನ್ನು ರೂ.17.46 ಲಕ್ಷ. ಟೆಂಡರ್ ದಸ್ತಾವೇಜುಗಳನ್ನು ಇ-ಪೋರ್ಟಲ್‌ನಿಂದ ಡೌನ್‌ಲೋಡ್ ಮಾಡಿಕೊಳ್ಳಬಹುದು. ಹೆಚ್ಚಿನ ವಿವರಗಳಿಗೆ, http://kppp.karnataka.gov.in ನಲ್ಲಿ ಪರಿಶೀಲಿಸಿ.	[367, 593, 579, 638]
table-row	[707, 220, 911, 231]
reg-mark-icon	[810, 1440, 818, 1448]
lottery-p7-nos: 0737 0899 1025 1036 1078 1237 1295 1297 1895 2078 2094 2118 2213 2286 2319 2679 2702 3031 3155 3276 3322 3345 3455 3580 3715 4066 4153 4161 4172 4393 4642 4675 4681 4743 5069 5123 5362 5368 5438 5722 5877 5964 5968 5983 6045 6269 6283 6425 6431 6508 6598 6681 6857 7026 7137 7250 7487 8042 8224 8540 8693 8796 8864 8883 9056 9132 9204 9246	[136, 1046, 341, 1107]
price-value: 147 - 320	[92, 1028, 126, 1037]
